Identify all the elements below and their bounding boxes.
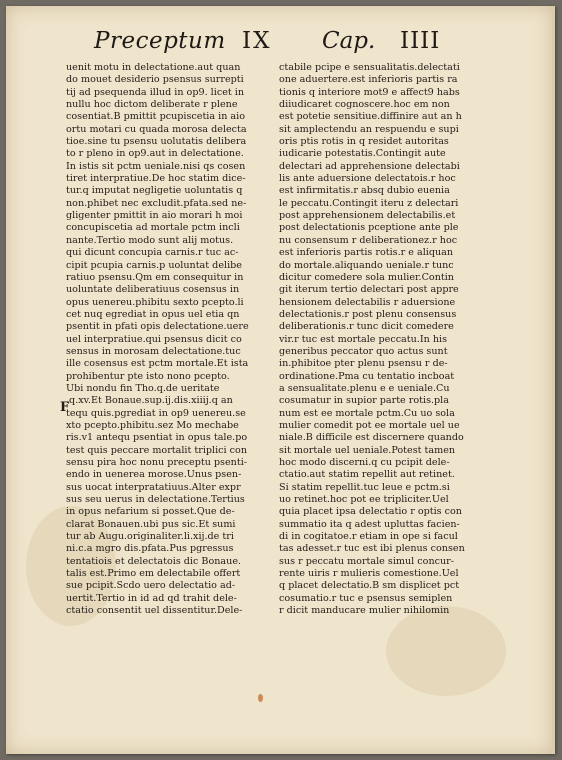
text-line: iudicarie potestatis.Contingit aute: [279, 148, 446, 160]
text-line: .q.xv.Et Bonaue.sup.ij.dis.xiiij.q an: [66, 395, 233, 407]
text-line: rente uiris r mulieris comestione.Uel: [279, 568, 459, 580]
text-line: gligenter pmittit in aio morari h moi: [66, 210, 243, 222]
text-line: ratiuo psensu.Qm em consequitur in: [66, 271, 244, 283]
text-line: tentatiois et delectatois dic Bonaue.: [66, 555, 242, 567]
text-line: niale.B difficile est discernere quando: [279, 432, 464, 444]
left-text-column: [66, 62, 278, 617]
text-line: hensionem delectabilis r aduersione: [279, 296, 456, 308]
text-line: post delectationis pceptione ante ple: [279, 222, 459, 234]
text-line: a sensualitate.plenu e e ueniale.Cu: [279, 382, 450, 394]
text-line: cosumatur in supior parte rotis.pla: [279, 395, 449, 407]
text-line: uo retinet.hoc pot ee tripliciter.Uel: [279, 494, 449, 506]
ink-spot: [258, 694, 263, 702]
text-line: tiret interpratiue.De hoc statim dice-: [66, 173, 246, 185]
text-line: Ubi nondu fin Tho.q.de ueritate: [66, 382, 220, 394]
text-line: uoluntate deliberatiuus cosensus in: [66, 284, 240, 296]
text-line: non.phibet nec excludit.pfata.sed ne-: [66, 197, 247, 209]
text-line: ctatio.aut statim repellit aut retinet.: [279, 469, 455, 481]
text-line: ni.c.a mgro dis.pfata.Pus pgressus: [66, 543, 234, 555]
text-line: nu consensum r deliberationez.r hoc: [279, 234, 458, 246]
text-line: Si statim repellit.tuc leue e pctm.si: [279, 481, 450, 493]
text-line: sue pcipit.Scdo uero delectatio ad-: [66, 580, 236, 592]
text-line: quia placet ipsa delectatio r optis con: [279, 506, 462, 518]
text-line: post apprehensionem delectabilis.et: [279, 210, 456, 222]
text-line: xto pcepto.phibitu.sez Mo mechabe: [66, 419, 239, 431]
text-line: psentit in pfati opis delectatione.uere: [66, 321, 249, 333]
text-line: delectari ad apprehensione delectabi: [279, 160, 460, 172]
text-line: ordinatione.Pma cu tentatio incboat: [279, 370, 455, 382]
text-line: In istis sit pctm ueniale.nisi qs cosen: [66, 160, 246, 172]
text-line: sensu pira hoc nonu preceptu psenti-: [66, 457, 248, 468]
text-line: tij ad psequenda illud in op9. licet in: [66, 86, 245, 98]
right-text-column: [279, 62, 491, 617]
text-line: lis ante aduersione delectatois.r hoc: [279, 173, 456, 185]
header-number: IX: [242, 28, 272, 54]
text-line: tur.q imputat negligetie uoluntatis q: [66, 185, 243, 197]
header-precept: Preceptum: [94, 28, 226, 54]
text-line: prohibentur pte isto nono pcepto.: [66, 370, 230, 382]
text-line: uertit.Tertio in id ad qd trahit dele-: [66, 592, 237, 604]
text-line: sus r peccatu mortale simul concur-: [279, 555, 455, 567]
running-header: [6, 28, 552, 58]
text-line: ortu motari cu quada morosa delecta: [66, 123, 247, 135]
text-line: summatio ita q adest upluttas facien-: [279, 518, 460, 530]
text-line: le peccatu.Contingit iteru z delectari: [279, 197, 459, 209]
text-line: talis est.Primo em delectabile offert: [66, 568, 241, 580]
text-line: vir.r tuc est mortale peccatu.In his: [279, 333, 448, 345]
text-line: do mortale.aliquando ueniale.r tunc: [279, 259, 454, 271]
text-line: one aduertere.est inferioris partis ra: [279, 74, 458, 86]
text-line: oris ptis rotis in q residet autoritas: [279, 136, 449, 148]
text-line: tas adesset.r tuc est ibi plenus consen: [279, 543, 465, 555]
text-line: concupiscetia ad mortale pctm incli: [66, 222, 240, 234]
text-line: ctatio consentit uel dissentitur.Dele-: [66, 605, 243, 617]
text-line: qui dicunt concupia carnis.r tuc ac-: [66, 247, 239, 259]
text-line: q placet delectatio.B sm displicet pct: [279, 580, 460, 592]
text-line: delectationis.r post plenu consensus: [279, 308, 457, 320]
text-line: est potetie sensitiue.diffinire aut an h: [279, 111, 462, 123]
text-line: hoc modo discerni.q cu pcipit dele-: [279, 457, 450, 468]
text-line: tioe.sine tu psensu uolutatis delibera: [66, 136, 247, 148]
text-line: test quis peccare mortalit triplici con: [66, 444, 248, 456]
book-page: [6, 6, 555, 754]
text-line: ctabile pcipe e sensualitatis.delectati: [279, 62, 460, 73]
text-line: opus uenereu.phibitu sexto pcepto.li: [66, 296, 244, 308]
text-line: r dicit manducare mulier nihilomin: [279, 605, 450, 617]
text-line: diiudicaret cognoscere.hoc em non: [279, 99, 450, 111]
text-line: cosumatio.r tuc e psensus semiplen: [279, 592, 453, 604]
text-line: sus uocat interpratatiuus.Alter expr: [66, 481, 241, 493]
text-line: tur ab Augu.originaliter.li.xij.de tri: [66, 531, 234, 543]
text-line: clarat Bonauen.ubi pus sic.Et sumi: [66, 518, 236, 530]
text-line: cet nuq egrediat in opus uel etia qn: [66, 308, 240, 320]
paper-stain: [386, 606, 506, 696]
text-line: uel interpratiue.qui psensus dicit co: [66, 333, 242, 345]
text-line: dicitur comedere sola mulier.Contin: [279, 271, 454, 283]
text-line: tionis q interiore mot9 e affect9 habs: [279, 86, 460, 98]
text-line: generibus peccator quo actus sunt: [279, 345, 448, 357]
text-line: deliberationis.r tunc dicit comedere: [279, 321, 454, 333]
header-chapter-number: IIII: [400, 28, 441, 54]
text-line: tequ quis.pgrediat in op9 uenereu.se: [66, 407, 246, 419]
text-line: do mouet desiderio psensus surrepti: [66, 74, 244, 86]
text-line: ris.v1 antequ psentiat in opus tale.po: [66, 432, 248, 444]
text-line: sensus in morosam delectatione.tuc: [66, 345, 241, 357]
text-line: est infirmitatis.r absq dubio euenia: [279, 185, 450, 197]
text-line: cipit pcupia carnis.p uoluntat delibe: [66, 259, 242, 271]
text-line: in.phibitoe pter plenu psensu r de-: [279, 358, 448, 370]
text-line: mulier comedit pot ee mortale uel ue: [279, 419, 460, 431]
text-line: git iterum tertio delectari post appre: [279, 284, 459, 296]
text-line: nullu hoc dictom deliberate r plene: [66, 99, 238, 111]
text-line: nante.Tertio modo sunt alij motus.: [66, 234, 234, 246]
text-line: di in cogitatoe.r etiam in ope si facul: [279, 531, 458, 543]
margin-marker: F: [60, 400, 70, 415]
text-line: in opus nefarium si posset.Que de-: [66, 506, 235, 518]
text-line: sit mortale uel ueniale.Potest tamen: [279, 444, 456, 456]
text-line: to r pleno in op9.aut in delectatione.: [66, 148, 244, 160]
text-line: num est ee mortale pctm.Cu uo sola: [279, 407, 455, 419]
text-line: est inferioris partis rotis.r e aliquan: [279, 247, 454, 259]
text-line: ille cosensus est pctm mortale.Et ista: [66, 358, 249, 370]
text-line: uenit motu in delectatione.aut quan: [66, 62, 241, 73]
header-chapter-label: Cap.: [322, 28, 376, 54]
text-line: sit amplectendu an respuendu e supi: [279, 123, 459, 135]
text-line: cosentiat.B pmittit pcupiscetia in aio: [66, 111, 245, 123]
text-line: sus seu uerus in delectatione.Tertius: [66, 494, 245, 506]
text-line: endo in uenerea morose.Unus psen-: [66, 469, 242, 481]
